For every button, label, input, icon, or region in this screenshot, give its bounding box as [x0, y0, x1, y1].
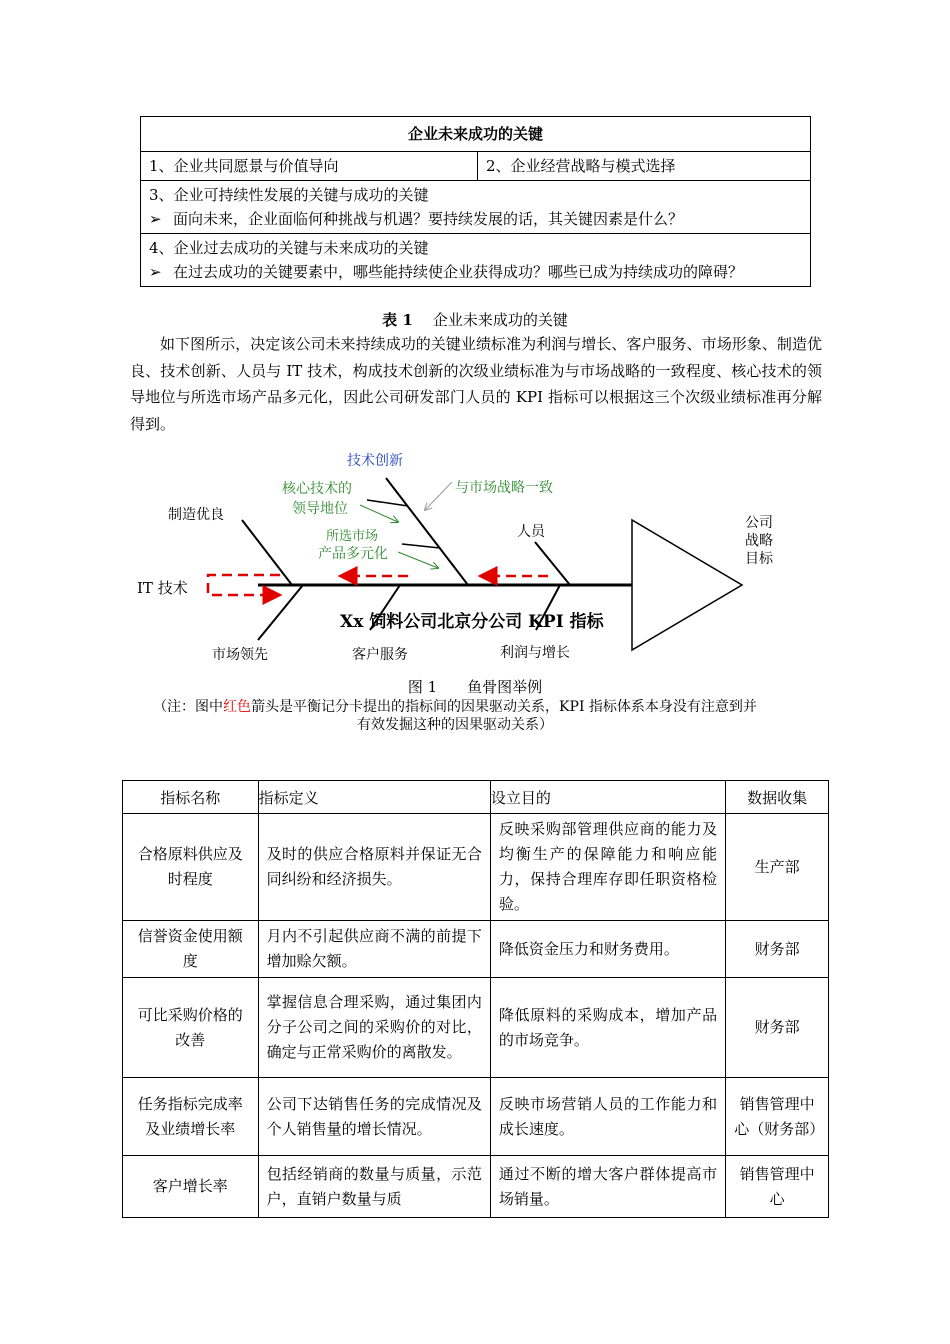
label-head-1: 公司	[745, 515, 773, 531]
table-row: 合格原料供应及时程度 及时的供应合格原料并保证无合同纠纷和经济损失。 反映采购部管理供应商的能力及均衡生产的保障能力和响应能力，保持合理库存即任职资格检验。 生产部	[123, 814, 829, 921]
label-head-3: 目标	[745, 551, 773, 567]
pointer-diversify	[398, 552, 438, 568]
label-tech: 技术创新	[347, 453, 403, 469]
label-head-2: 战略	[745, 533, 773, 549]
sustain-heading: 3、企业可持续性发展的关键与成功的关键	[149, 186, 429, 204]
label-customer: 客户服务	[352, 647, 408, 663]
strategy-cell: 2、企业经营战略与模式选择	[478, 152, 811, 181]
table1-caption: 表 1 企业未来成功的关键	[382, 311, 568, 329]
sub-bone-diversify	[402, 544, 440, 548]
bone-manufacture	[242, 520, 292, 585]
figure1-caption: 图 1 鱼骨图举例	[407, 678, 543, 696]
label-core-2: 领导地位	[292, 501, 348, 517]
head-triangle	[632, 520, 742, 650]
key-success-table	[140, 116, 811, 287]
bullet-arrow-icon: ➢	[149, 263, 162, 281]
label-profit: 利润与增长	[500, 645, 570, 661]
fishbone-center-title: Xx 饲料公司北京分公司 KPI 指标	[340, 612, 604, 632]
past-heading: 4、企业过去成功的关键与未来成功的关键	[149, 239, 429, 257]
body-paragraph: 如下图所示，决定该公司未来持续成功的关键业绩标准为利润与增长、客户服务、市场形象、制造优良、技术创新、人员与 IT 技术，构成技术创新的次级业绩标准为与市场战略的一致程度、核心技术的领导地位与所选市场产品多元化，因此公司研发部门人员的 KPI 指标可以根据这三个次级业绩标准再分解得到。	[130, 335, 822, 433]
table-row: 信誉资金使用额度 月内不引起供应商不满的前提下增加赊欠额。 降低资金压力和财务费用。 财务部	[123, 921, 829, 978]
label-diversify-1: 所选市场	[326, 529, 379, 544]
table-row: 可比采购价格的改善 掌握信息合理采购，通过集团内分子公司之间的采购价的对比，确定与正常采购价的离散发。 降低原料的采购成本，增加产品的市场竞争。 财务部	[123, 978, 829, 1078]
header-collection: 数据收集	[726, 781, 829, 814]
header-definition: 指标定义	[258, 781, 490, 814]
label-diversify-2: 产品多元化	[318, 546, 388, 562]
past-bullet: 在过去成功的关键要素中，哪些能持续使企业获得成功？哪些已成为持续成功的障碍？	[173, 263, 744, 281]
label-strategy: 与市场战略一致	[455, 480, 553, 496]
header-purpose: 设立目的	[490, 781, 725, 814]
pointer-core	[360, 505, 398, 522]
label-manufacture: 制造优良	[168, 507, 224, 523]
bone-market	[258, 585, 303, 640]
kpi-table	[122, 780, 829, 1218]
sustain-bullet: 面向未来，企业面临何种挑战与机遇？要持续发展的话，其关键因素是什么？	[173, 210, 684, 228]
fishbone-diagram	[0, 440, 950, 680]
figure-note: （注：图中红色箭头是平衡记分卡提出的指标间的因果驱动关系，KPI 指标体系本身没有注意到并有效发掘这种的因果驱动关系）	[153, 699, 757, 733]
past-success-cell	[141, 234, 811, 287]
label-people: 人员	[517, 524, 545, 540]
key-success-title: 企业未来成功的关键	[141, 117, 811, 152]
kpi-header-row	[123, 781, 829, 814]
label-market: 市场领先	[212, 647, 268, 663]
header-name: 指标名称	[123, 781, 259, 814]
table-row: 任务指标完成率及业绩增长率 公司下达销售任务的完成情况及个人销售量的增长情况。 反映市场营销人员的工作能力和成长速度。 销售管理中心（财务部）	[123, 1078, 829, 1156]
sustain-cell	[141, 181, 811, 234]
table-row: 客户增长率 包括经销商的数量与质量，示范户，直销户数量与质 通过不断的增大客户群体提高市场销量。 销售管理中心	[123, 1156, 829, 1218]
bone-people	[535, 542, 570, 585]
sub-bone-core	[367, 500, 408, 506]
label-core-1: 核心技术的	[282, 481, 352, 497]
pointer-strategy	[425, 482, 452, 510]
bullet-arrow-icon: ➢	[149, 210, 162, 228]
label-it: IT 技术	[137, 579, 188, 597]
vision-cell: 1、企业共同愿景与价值导向	[141, 152, 478, 181]
